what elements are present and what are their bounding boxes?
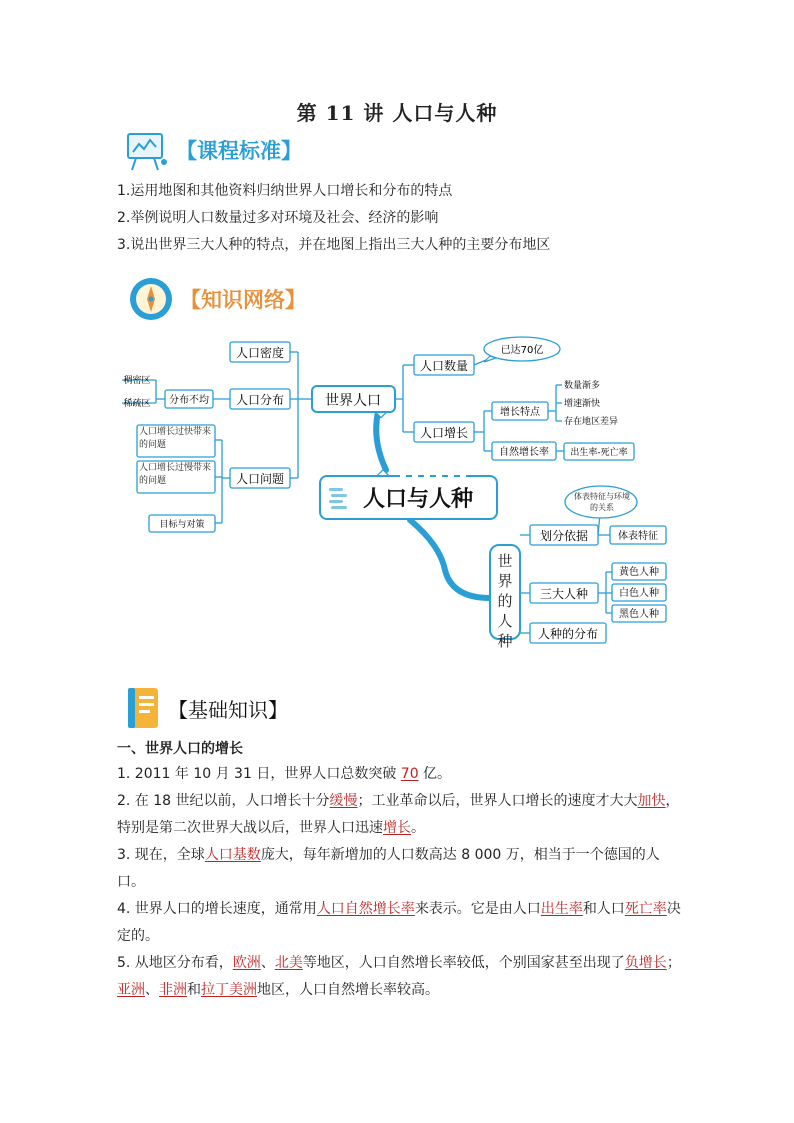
node-more: 数量渐多	[564, 381, 601, 391]
node-uneven: 分布不均	[169, 395, 209, 406]
standard-item: 3.说出世界三大人种的特点，并在地图上指出三大人种的主要分布地区	[117, 237, 551, 253]
node-slow-problem: 人口增长过慢带来的问题	[139, 463, 212, 486]
node-reached: 已达70亿	[500, 345, 544, 356]
section-basics	[124, 686, 288, 730]
paragraph-4: 4. 世界人口的增长速度，通常用人口自然增长率来表示。它是由人口出生率和人口死亡率决定的。	[117, 901, 681, 944]
knowledge-mindmap	[0, 320, 794, 660]
node-problems: 人口问题	[235, 472, 285, 486]
node-growth: 人口增长	[419, 426, 469, 440]
node-sparse: 稀疏区	[123, 399, 151, 409]
section-network	[128, 276, 306, 322]
page-title: 第 11 讲 人口与人种	[296, 101, 498, 125]
mindmap-center: 人口与人种	[362, 487, 474, 512]
node-world-races: 世界的人种	[497, 552, 513, 650]
node-quantity: 人口数量	[419, 359, 469, 373]
section-standards-label: 【课程标准】	[176, 139, 302, 163]
node-black-race: 黑色人种	[619, 609, 659, 620]
node-yellow-race: 黄色人种	[619, 567, 659, 578]
paragraph-3: 3. 现在，全球人口基数庞大，每年新增加的人口数高达 8 000 万，相当于一个德国的人口。	[117, 847, 660, 890]
node-regional: 存在地区差异	[564, 417, 619, 427]
standard-item: 2.举例说明人口数量过多对环境及社会、经济的影响	[117, 210, 439, 226]
node-features: 增长特点	[500, 407, 540, 418]
node-three-races: 三大人种	[539, 587, 589, 601]
node-faster: 增速渐快	[564, 399, 601, 409]
node-goals: 目标与对策	[159, 520, 205, 530]
node-fast-problem: 人口增长过快带来的问题	[139, 427, 212, 450]
node-white-race: 白色人种	[619, 588, 659, 599]
paragraph-2: 2. 在 18 世纪以前，人口增长十分缓慢；工业革命以后，世界人口增长的速度才大大加快，特别是第二次世界大战以后，世界人口迅速增长。	[117, 793, 680, 836]
subsection-heading: 一、世界人口的增长	[117, 741, 243, 757]
node-natural-rate: 自然增长率	[499, 447, 549, 458]
notebook-icon	[124, 686, 162, 730]
section-network-label: 【知识网络】	[180, 288, 306, 312]
node-body-features: 体表特征	[618, 531, 658, 542]
node-distribution: 人口分布	[235, 393, 285, 407]
section-standards	[122, 128, 302, 172]
node-formula: 出生率-死亡率	[570, 448, 628, 458]
compass-icon	[128, 276, 174, 322]
node-dense: 稠密区	[123, 376, 151, 386]
paragraph-5: 5. 从地区分布看，欧洲、北美等地区，人口自然增长率较低，个别国家甚至出现了负增长；亚洲、非洲和拉丁美洲地区，人口自然增长率较高。	[117, 955, 681, 998]
node-race-distribution: 人种的分布	[537, 627, 599, 641]
node-world-population: 世界人口	[325, 393, 381, 409]
section-basics-label: 【基础知识】	[168, 697, 288, 722]
node-env-relation: 体表特征与环境的关系	[574, 492, 630, 512]
paragraph-1: 1. 2011 年 10 月 31 日，世界人口总数突破 70 亿。	[117, 766, 452, 782]
node-density: 人口密度	[235, 346, 285, 360]
standard-item: 1.运用地图和其他资料归纳世界人口增长和分布的特点	[117, 183, 453, 199]
node-basis: 划分依据	[539, 529, 589, 543]
whiteboard-icon	[122, 128, 170, 172]
